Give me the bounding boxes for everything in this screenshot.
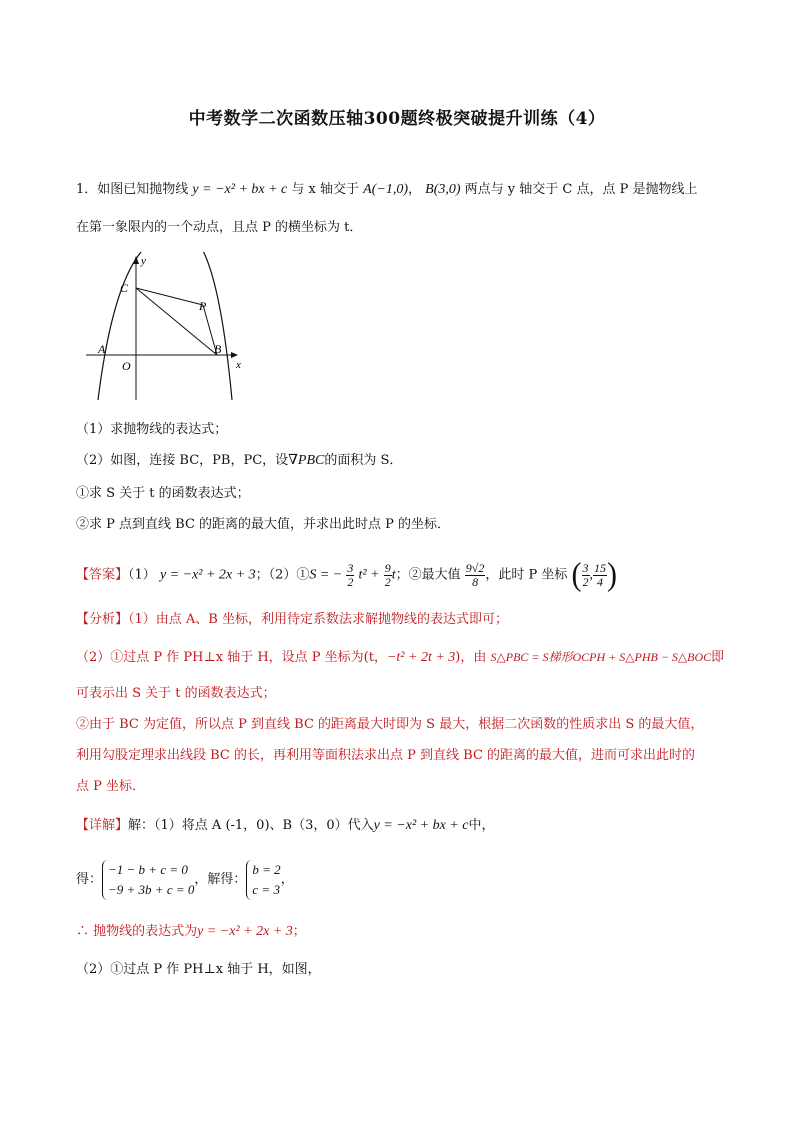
label-x: x [236, 359, 241, 371]
fraction-max [465, 562, 486, 589]
detail-text: 得： [76, 872, 103, 887]
analysis-tag: 【分析】 [76, 612, 129, 627]
denominator: 2 [582, 574, 589, 589]
problem-line-1 [76, 180, 698, 200]
numerator: 3 [347, 560, 354, 575]
question-2-1: ①求 S 关于 t 的函数表达式； [76, 486, 250, 501]
analysis-line-4: ②由于 BC 为定值，所以点 P 到直线 BC 的距离最大时即为 S 最大，根据二次函数的性质求出 S 的最大值， [76, 717, 704, 732]
numerator: 9√2 [465, 560, 485, 575]
detail-text: ； [292, 924, 306, 939]
separator: ， [407, 182, 421, 197]
problem-text: 与 x 轴交于 [291, 182, 360, 197]
detail-text: ， [280, 872, 294, 887]
question-2-2: ②求 P 点到直线 BC 的距离的最大值，并求出此时点 P 的坐标． [76, 517, 451, 532]
equation: −9 + 3b + c = 0 [108, 881, 195, 897]
problem-text: 1．如图已知抛物线 [76, 182, 189, 197]
answer-tag: 【答案】 [76, 567, 129, 583]
page-title: 中考数学二次函数压轴300题终极突破提升训练（4） [188, 109, 606, 129]
question-text: （2）如图，连接 BC，PB，PC，设 [76, 453, 289, 468]
numerator: 9 [384, 560, 391, 575]
answer-text: ；（2）① [255, 567, 310, 583]
fraction-px [582, 562, 590, 589]
analysis-text: )，由 [455, 650, 487, 665]
fraction-9-2 [384, 562, 392, 589]
label-a: A [98, 342, 106, 356]
answer-eq-2b: t² + [358, 567, 380, 583]
detail-text: 解：（1）将点 A (-1，0)、B（3，0）代入 [128, 818, 374, 833]
parabola-equation: y = −x² + bx + c [192, 182, 288, 197]
fraction-py [593, 562, 607, 589]
detail-text: ∴ 抛物线的表达式为 [76, 924, 198, 939]
detail-text: 中， [468, 818, 495, 833]
analysis-eq: −t² + 2t + 3 [386, 650, 456, 665]
paren-close: ) [607, 556, 618, 593]
answer-text: ；②最大值 [395, 567, 461, 583]
triangle-pbc: ∇PBC [288, 453, 325, 468]
analysis-line-2 [76, 647, 724, 668]
answer-text: ，此时 P 坐标 [485, 567, 568, 583]
analysis-line-5: 利用勾股定理求出线段 BC 的长，再利用等面积法求出点 P 到直线 BC 的距离的最大值，进而可求出此时的 [76, 748, 696, 763]
label-c: C [120, 281, 129, 295]
answer-eq-1: y = −x² + 2x + 3 [159, 567, 256, 583]
equation-system-2 [246, 860, 280, 900]
point-b: B(3,0) [425, 182, 461, 197]
equation: −1 − b + c = 0 [108, 861, 188, 877]
denominator: 2 [384, 574, 391, 589]
label-y: y [141, 255, 146, 267]
detail-tag: 【详解】 [76, 818, 129, 833]
detail-eq: y = −x² + 2x + 3 [197, 924, 293, 939]
equation-system-1 [102, 860, 194, 900]
detail-text: ，解得： [194, 872, 247, 887]
equation: b = 2 [252, 861, 281, 877]
numerator: 15 [594, 560, 607, 575]
detail-line-4: （2）①过点 P 作 PH⊥x 轴于 H，如图， [76, 962, 321, 977]
denominator: 8 [472, 574, 479, 589]
equation: c = 3 [252, 881, 280, 897]
analysis-text: 即 [711, 650, 725, 665]
label-b: B [214, 342, 222, 356]
analysis-line-1 [76, 610, 508, 630]
denominator: 4 [597, 574, 604, 589]
detail-eq: y = −x² + bx + c [373, 818, 469, 833]
analysis-line-6: 点 P 坐标． [76, 779, 146, 794]
analysis-text: （2）①过点 P 作 PH⊥x 轴于 H，设点 P 坐标为(t， [76, 650, 387, 665]
answer-text: （1） [128, 567, 156, 583]
parabola-curve [98, 252, 232, 400]
answer-eq-2c: t [391, 567, 396, 583]
problem-line-2: 在第一象限内的一个动点，且点 P 的横坐标为 t． [76, 220, 363, 235]
label-o: O [122, 359, 131, 373]
question-1: （1）求抛物线的表达式； [76, 422, 228, 437]
analysis-line-3: 可表示出 S 关于 t 的函数表达式； [76, 686, 276, 701]
question-2 [76, 451, 402, 471]
x-axis-arrow [231, 352, 238, 358]
parabola-figure [86, 252, 256, 402]
area-formula: S△PBC = S梯形OCPH + S△PHB − S△BOC [490, 650, 712, 664]
problem-text: 两点与 y 轴交于 C 点，点 P 是抛物线上 [464, 182, 698, 197]
point-a: A(−1,0) [363, 182, 408, 197]
question-text: 的面积为 S． [324, 453, 403, 468]
label-p: P [199, 299, 207, 313]
detail-line-1 [76, 816, 494, 836]
numerator: 3 [582, 560, 589, 575]
answer-eq-2a: S = − [309, 567, 343, 583]
denominator: 2 [347, 574, 354, 589]
answer-line [76, 556, 618, 593]
paren-open: ( [571, 556, 582, 593]
separator: , [589, 567, 594, 583]
detail-line-3 [76, 922, 306, 942]
fraction-3-2 [346, 562, 354, 589]
detail-line-2 [76, 858, 294, 902]
analysis-text: （1）由点 A、B 坐标，利用待定系数法求解抛物线的表达式即可； [128, 612, 508, 627]
